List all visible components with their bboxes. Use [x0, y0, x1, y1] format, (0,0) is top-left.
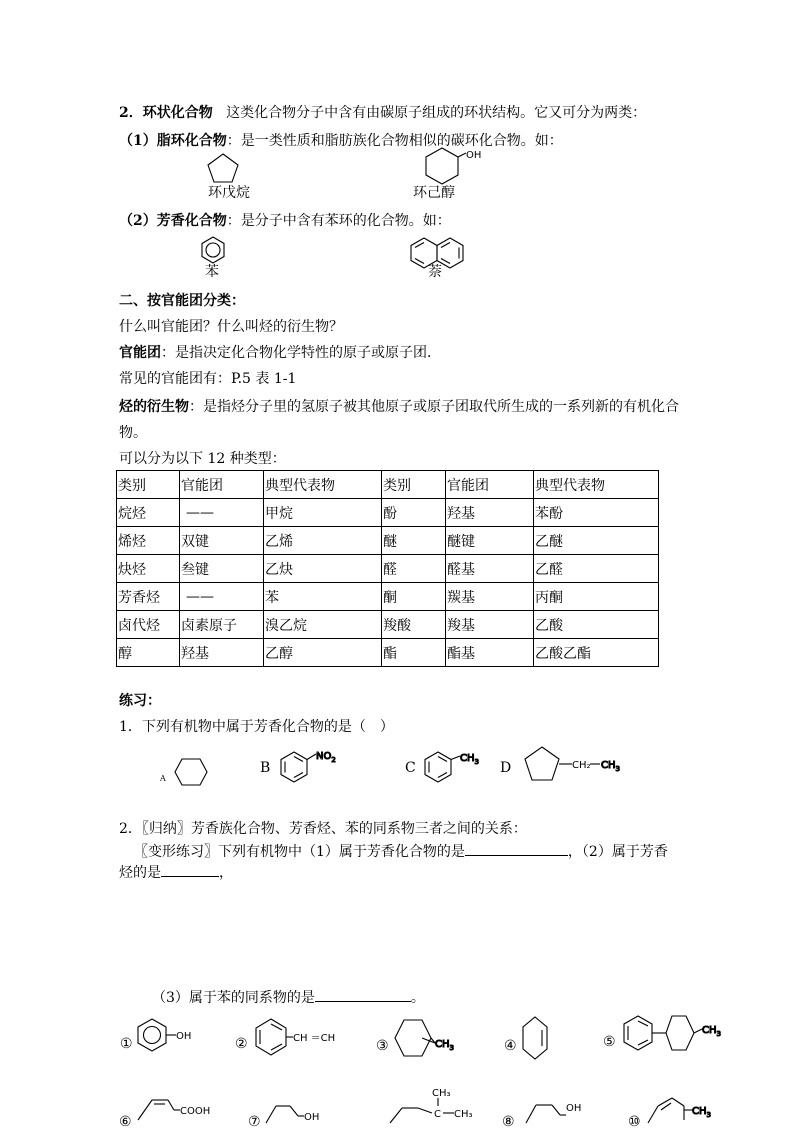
- option-5-phenyl-methylcyclohexane: [624, 1013, 734, 1057]
- option-9-oh: OH: [566, 1103, 582, 1114]
- cyclopentane-structure: [206, 152, 240, 184]
- table-header-cell: 类别: [117, 471, 180, 499]
- q3-end: 。: [410, 990, 425, 1006]
- option-8-side-ch3: CH₃: [454, 1109, 473, 1120]
- alicyclic-desc: ：是一类性质和脂肪族化合物相似的碳环化合物。如：: [226, 133, 563, 149]
- table-cell: 乙烯: [264, 527, 382, 555]
- table-cell: 苯: [264, 583, 382, 611]
- table-cell: 叁键: [180, 555, 264, 583]
- option-7-structure: [264, 1098, 334, 1123]
- option-9-structure: [520, 1097, 600, 1123]
- types-intro: 可以分为以下 12 种类型：: [119, 451, 286, 467]
- table-cell: 炔烃: [117, 555, 180, 583]
- table-row: [117, 639, 659, 667]
- svg-text:CH3: [460, 753, 479, 766]
- option-5-ch3-sub: 3: [716, 1030, 721, 1038]
- table-header-cell: 官能团: [446, 471, 534, 499]
- option-7-oh: OH: [304, 1112, 320, 1123]
- table-cell: 羰基: [446, 583, 534, 611]
- section-2-title: 环状化合物: [142, 105, 213, 121]
- option-10-ch3-sub: 3: [706, 1111, 711, 1119]
- option-3-ch3-sub: 3: [449, 1044, 454, 1052]
- svg-text:CH3: [692, 1106, 711, 1119]
- q1-option-c-toluene: [424, 748, 494, 784]
- table-cell: 卤素原子: [180, 611, 264, 639]
- fg-section-heading: 二、按官能团分类：: [119, 293, 245, 309]
- option-2-styrene: [255, 1017, 355, 1059]
- option-1-phenol: [138, 1017, 202, 1057]
- option-6-label: ⑥: [119, 1114, 132, 1130]
- table-cell: 烷烃: [117, 499, 180, 527]
- table-cell: 醚: [382, 527, 446, 555]
- methyl-text: CH: [460, 753, 475, 764]
- section-2-number: 2．: [119, 105, 143, 121]
- table-header-cell: 典型代表物: [534, 471, 659, 499]
- fg-question: 什么叫官能团？什么叫烃的衍生物？: [119, 319, 343, 335]
- table-cell: 羧酸: [382, 611, 446, 639]
- option-10-label: ⑩: [628, 1114, 641, 1130]
- deriv-definition: ：是指烃分子里的氢原子被其他原子或原子团取代所生成的一系列新的有机化合: [189, 399, 679, 415]
- vinyl-group: CH ＝CH: [293, 1033, 336, 1044]
- question-2-variation: [134, 841, 668, 861]
- q1-option-a-label: A: [160, 774, 166, 783]
- question-2-variation-cont: [119, 862, 233, 882]
- q2-variation-text-a: 〖变形练习〗下列有机物中（1）属于芳香化合物的是: [134, 844, 465, 860]
- table-cell: 醛基: [446, 555, 534, 583]
- aromatic-label: （2）芳香化合物: [119, 213, 227, 229]
- q2-variation-text-c: 烃的是: [119, 865, 161, 881]
- table-header-row: [117, 471, 659, 499]
- table-cell: 双键: [180, 527, 264, 555]
- fg-common-ref: 常见的官能团有：P.5 表 1-1: [119, 371, 297, 387]
- phenol-oh: OH: [176, 1031, 192, 1042]
- table-cell: ——: [180, 499, 264, 527]
- table-cell: 卤代烃: [117, 611, 180, 639]
- benzene-structure: [200, 236, 226, 264]
- svg-text:CH3: [435, 1039, 454, 1052]
- table-cell: 羧基: [446, 611, 534, 639]
- table-header-cell: 类别: [382, 471, 446, 499]
- q1-option-c-label: C: [405, 760, 416, 776]
- nitro-group-text: NO: [316, 751, 332, 762]
- aromatic-desc: ：是分子中含有苯环的化合物。如：: [226, 213, 451, 229]
- table-cell: 羟基: [446, 499, 534, 527]
- section-2-line: [119, 104, 646, 122]
- table-cell: 乙炔: [264, 555, 382, 583]
- table-header-cell: 典型代表物: [264, 471, 382, 499]
- methyl-subscript: 3: [474, 758, 479, 766]
- table-cell: 乙酸: [534, 611, 659, 639]
- table-cell: 烯烃: [117, 527, 180, 555]
- alicyclic-line: [119, 132, 563, 150]
- deriv-definition-line: [119, 398, 679, 416]
- option-5-label: ⑤: [603, 1034, 616, 1050]
- q2-variation-text-b: ，（2）属于芳香: [567, 844, 668, 860]
- cyclohexanol-structure: [420, 146, 480, 186]
- option-10-ch3: CH: [692, 1106, 707, 1117]
- option-4-label: ④: [504, 1038, 517, 1054]
- q3-text: （3）属于苯的同系物的是: [152, 990, 315, 1006]
- svg-text:CH3: [601, 760, 620, 773]
- functional-group-table: [116, 470, 659, 667]
- cyclohexanol-label: 环己醇: [413, 185, 455, 201]
- question-1: 1．下列有机物中属于芳香化合物的是（ ）: [119, 719, 394, 735]
- option-6-cooh: COOH: [180, 1106, 211, 1117]
- option-1-label: ①: [120, 1036, 133, 1052]
- table-cell: 醚键: [446, 527, 534, 555]
- exercise-heading: 练习：: [119, 693, 161, 709]
- table-cell: 甲烷: [264, 499, 382, 527]
- q1-option-d-label: D: [500, 760, 512, 776]
- option-6-benzoic-acid: [136, 1096, 226, 1123]
- table-row: [117, 555, 659, 583]
- option-5-ch3: CH: [702, 1025, 717, 1036]
- cyclopentane-label: 环戊烷: [208, 185, 250, 201]
- alicyclic-label: （1）脂环化合物: [119, 133, 227, 149]
- q1-option-a-cyclohexane: [174, 758, 208, 786]
- table-row: [117, 527, 659, 555]
- q1-option-b-label: B: [260, 760, 271, 776]
- svg-text:CH3: [702, 1025, 721, 1038]
- option-9-label: ⑧: [502, 1114, 515, 1130]
- q2-answer-blank-2[interactable]: [161, 862, 219, 877]
- benzene-label: 苯: [205, 264, 219, 280]
- nitro-subscript: 2: [331, 756, 336, 764]
- deriv-term: 烃的衍生物: [119, 399, 189, 415]
- table-cell: ——: [180, 583, 264, 611]
- table-cell: 乙酸乙酯: [534, 639, 659, 667]
- table-cell: 芳香烃: [117, 583, 180, 611]
- option-10-structure: [646, 1094, 726, 1123]
- option-3-label: ③: [376, 1038, 389, 1054]
- table-cell: 酯: [382, 639, 446, 667]
- q1-option-d-ethylcyclopentane: [524, 746, 634, 782]
- table-row: [117, 611, 659, 639]
- option-3-ch3: CH: [435, 1039, 450, 1050]
- cyclohexanol-oh: OH: [466, 150, 482, 161]
- table-cell: 乙醚: [534, 527, 659, 555]
- section-2-desc: 这类化合物分子中含有由碳原子组成的环状结构。它又可分为两类：: [226, 105, 647, 121]
- option-3-methylcyclohexane: [395, 1018, 465, 1060]
- ch2-text: CH₂: [572, 760, 591, 771]
- table-header-cell: 官能团: [180, 471, 264, 499]
- q2-variation-text-d: ，: [219, 865, 233, 881]
- q2-answer-blank-1[interactable]: [465, 841, 568, 856]
- option-8-structure: [388, 1084, 488, 1123]
- option-4-cyclohexadiene: [522, 1016, 548, 1060]
- table-cell: 丙酮: [534, 583, 659, 611]
- option-8-top-ch3: CH₃: [432, 1088, 451, 1099]
- fg-definition-line: [119, 344, 441, 362]
- option-7-label: ⑦: [248, 1114, 261, 1130]
- question-2: 2．〖归纳〗芳香族化合物、芳香烃、苯的同系物三者之间的关系：: [119, 821, 527, 837]
- table-cell: 酚: [382, 499, 446, 527]
- q3-answer-blank[interactable]: [315, 987, 411, 1002]
- ethyl-ch3-text: CH: [601, 760, 616, 771]
- q1-option-b-nitrobenzene: [280, 748, 350, 784]
- question-3: [152, 987, 425, 1007]
- option-2-label: ②: [235, 1036, 248, 1052]
- fg-definition: ：是指决定化合物化学特性的原子或原子团．: [161, 345, 441, 361]
- table-cell: 羟基: [180, 639, 264, 667]
- option-8-c: C: [434, 1109, 441, 1120]
- deriv-definition-cont: 物。: [119, 425, 147, 441]
- table-cell: 酯基: [446, 639, 534, 667]
- fg-term: 官能团: [119, 345, 161, 361]
- table-cell: 乙醛: [534, 555, 659, 583]
- table-cell: 醇: [117, 639, 180, 667]
- ethyl-ch3-subscript: 3: [615, 765, 620, 773]
- aromatic-line: [119, 212, 451, 230]
- table-cell: 酮: [382, 583, 446, 611]
- table-cell: 溴乙烷: [264, 611, 382, 639]
- table-cell: 乙醇: [264, 639, 382, 667]
- table-row: [117, 499, 659, 527]
- naphthalene-label: 萘: [428, 264, 442, 280]
- svg-text:NO2: [316, 751, 336, 764]
- table-row: [117, 583, 659, 611]
- table-cell: 醛: [382, 555, 446, 583]
- table-cell: 苯酚: [534, 499, 659, 527]
